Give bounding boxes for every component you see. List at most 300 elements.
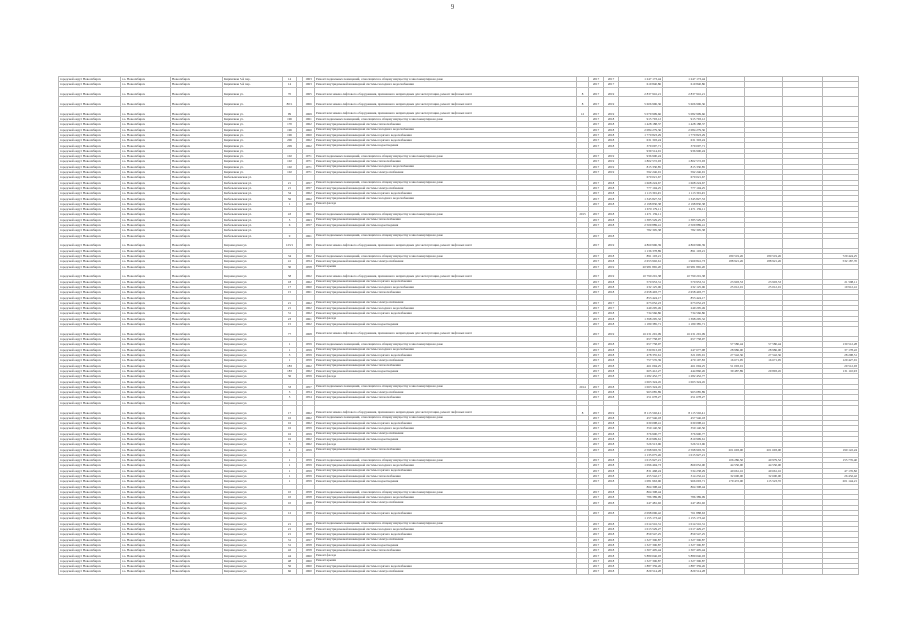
table-cell: г.о. Новосибирск: [121, 132, 171, 137]
table-cell: 864 308,44: [619, 484, 663, 489]
table-cell: Кирзаводская ул.: [223, 495, 283, 500]
table-cell: 1 135 075,26: [619, 452, 663, 457]
table-cell: 17: [283, 284, 297, 289]
table-cell: [823, 405, 859, 415]
table-cell: 478 355,61: [619, 352, 663, 357]
table-cell: 810 999,61: [663, 436, 707, 441]
table-cell: 5: [283, 217, 297, 222]
table-cell: 1 802 572,93: [619, 159, 663, 164]
table-cell: городской округ Новосибирск: [59, 532, 121, 537]
table-cell: Ремонт внутридомовой инженерной системы холодного водоснабжения: [315, 164, 577, 169]
table-cell: Кирзаводская ул.: [223, 532, 283, 537]
table-cell: Ремонт внутридомовой инженерной системы водоотведения: [315, 321, 577, 326]
table-cell: 1959: [303, 201, 315, 206]
table-cell: 1962: [303, 138, 315, 143]
table-cell: Новосибирск: [171, 421, 223, 426]
table-cell: городской округ Новосибирск: [59, 306, 121, 311]
table-cell: 2019: [604, 87, 619, 97]
table-cell: 1 770 823,29: [663, 132, 707, 137]
table-cell: [745, 327, 783, 337]
table-cell: 777 104,25: [619, 185, 663, 190]
table-cell: Новосибирск: [171, 259, 223, 264]
table-cell: Новосибирск: [171, 222, 223, 227]
table-cell: Новосибирск: [171, 180, 223, 185]
table-cell: [783, 107, 823, 117]
table-cell: Ремонт внутридомовой инженерной системы горячего водоснабжения: [315, 468, 577, 473]
table-cell: городской округ Новосибирск: [59, 77, 121, 82]
table-cell: 8: [577, 97, 589, 107]
table-cell: Кирзаводская ул.: [223, 405, 283, 415]
table-cell: 379 097,71: [663, 143, 707, 148]
table-cell: 21: [283, 521, 297, 526]
table-cell: 1 670 179,11: [619, 207, 663, 212]
table-cell: 2018: [604, 222, 619, 227]
table-cell: [577, 327, 589, 337]
table-cell: г.о. Новосибирск: [121, 384, 171, 389]
table-cell: Ремонт или замена лифтового оборудования, признанного непригодным для эксплуатации, ремонт лифтовых шахт: [315, 405, 577, 415]
table-cell: Новосибирск: [171, 468, 223, 473]
table-cell: 1960: [303, 558, 315, 563]
table-cell: г.о. Новосибирск: [121, 253, 171, 258]
table-cell: 130 512,28: [823, 342, 859, 347]
table-cell: 376 900,77: [663, 431, 707, 436]
table-cell: 1 113 391,45: [619, 191, 663, 196]
table-cell: Кирзаводская ул.: [223, 342, 283, 347]
table-cell: городской округ Новосибирск: [59, 238, 121, 248]
table-cell: 1962: [303, 269, 315, 279]
table-cell: 23 903,53: [707, 279, 745, 284]
table-cell: [745, 238, 783, 248]
table-cell: г.о. Новосибирск: [121, 107, 171, 117]
table-cell: 2017: [589, 390, 604, 395]
table-cell: Новосибирск: [171, 290, 223, 295]
table-cell: 1962: [303, 191, 315, 196]
table-cell: 470 197,83: [663, 358, 707, 363]
table-cell: г.о. Новосибирск: [121, 558, 171, 563]
table-cell: 48: [283, 558, 297, 563]
table-cell: 2017: [589, 537, 604, 542]
table-cell: 2 598 993,35: [663, 447, 707, 452]
table-cell: 1 668 224,67: [663, 180, 707, 185]
table-cell: Ремонт внутридомовой инженерной системы теплоснабжения: [315, 548, 577, 553]
table-cell: городской округ Новосибирск: [59, 228, 121, 233]
table-cell: Ремонт внутридомовой инженерной системы холодного водоснабжения: [315, 127, 577, 132]
table-cell: 2018: [604, 463, 619, 468]
table-cell: Ремонт или замена лифтового оборудования, признанного непригодным для эксплуатации, ремонт лифтовых шахт: [315, 87, 577, 97]
table-cell: 1 345 827,53: [619, 196, 663, 201]
table-cell: Ремонт внутридомовой инженерной системы холодного водоснабжения: [315, 82, 577, 87]
table-cell: 34: [283, 191, 297, 196]
table-cell: 5 079 999,66: [619, 107, 663, 117]
table-cell: 526 513,96: [619, 442, 663, 447]
table-cell: 80/1: [283, 97, 297, 107]
table-cell: 44 550,00: [745, 463, 783, 468]
table-cell: городской округ Новосибирск: [59, 374, 121, 379]
table-cell: Кирзаводская ул.: [223, 284, 283, 289]
table-cell: Кирзаводская ул.: [223, 521, 283, 526]
table-cell: 1 014 516,31: [619, 521, 663, 526]
table-cell: 27 542,36: [707, 352, 745, 357]
table-cell: г.о. Новосибирск: [121, 122, 171, 127]
table-cell: городской округ Новосибирск: [59, 180, 121, 185]
table-cell: г.о. Новосибирск: [121, 553, 171, 558]
table-cell: Новосибирск: [171, 553, 223, 558]
table-cell: городской округ Новосибирск: [59, 400, 121, 405]
table-cell: Кибальчичевская ул.: [223, 180, 283, 185]
table-cell: Новосибирск: [171, 526, 223, 531]
table-cell: 20 981 865,20: [619, 264, 663, 269]
table-row: [59, 327, 859, 337]
table-cell: 1 063 324,45: [619, 379, 663, 384]
table-cell: Ремонт фасада: [315, 201, 577, 206]
table-cell: 28 986,00: [745, 347, 783, 352]
table-cell: Кибальчичевская ул.: [223, 207, 283, 212]
table-cell: г.о. Новосибирск: [121, 542, 171, 547]
table-cell: 657 758,97: [619, 342, 663, 347]
table-cell: [707, 569, 745, 574]
table-cell: 2018: [604, 358, 619, 363]
table-cell: 936 900,24: [619, 154, 663, 159]
table-cell: 2018: [604, 436, 619, 441]
table-cell: 2018: [604, 415, 619, 420]
table-cell: г.о. Новосибирск: [121, 185, 171, 190]
table-cell: г.о. Новосибирск: [121, 321, 171, 326]
table-cell: 2 084 279,36: [663, 127, 707, 132]
table-cell: городской округ Новосибирск: [59, 154, 121, 159]
table-cell: городской округ Новосибирск: [59, 495, 121, 500]
table-cell: городской округ Новосибирск: [59, 553, 121, 558]
table-cell: 131 110,93: [823, 368, 859, 373]
table-cell: Ремонт внутридомовой инженерной системы горячего водоснабжения: [315, 191, 577, 196]
table-cell: Кирзаводская ул.: [223, 553, 283, 558]
table-cell: г.о. Новосибирск: [121, 169, 171, 174]
table-cell: 10 790 201,38: [663, 269, 707, 279]
table-cell: 2017: [589, 553, 604, 558]
table-cell: 40 979,52: [745, 458, 783, 463]
table-cell: 102: [283, 169, 297, 174]
table-cell: Кирзаводская ул.: [223, 390, 283, 395]
table-cell: 2019: [604, 169, 619, 174]
table-cell: 1962: [303, 300, 315, 305]
table-cell: Ремонт внутридомовой инженерной системы теплоснабжения: [315, 217, 577, 222]
table-cell: 2017: [589, 279, 604, 284]
table-cell: 180 519,26: [707, 253, 745, 258]
table-cell: [783, 97, 823, 107]
table-cell: 30: [283, 264, 297, 269]
table-cell: 9: [283, 233, 297, 238]
table-cell: 1: [283, 342, 297, 347]
table-cell: Кибальчичевская ул.: [223, 228, 283, 233]
table-cell: г.о. Новосибирск: [121, 164, 171, 169]
table-cell: [783, 405, 823, 415]
table-row: [59, 569, 859, 574]
table-cell: 2 509 889,41: [619, 222, 663, 227]
table-cell: Ремонт подвальных помещений, относящихся к общему имуществу в многоквартирном доме: [315, 212, 577, 217]
table-cell: 4 860 996,39: [619, 238, 663, 248]
table-cell: 2018: [604, 122, 619, 127]
table-cell: 2018: [604, 426, 619, 431]
table-cell: г.о. Новосибирск: [121, 269, 171, 279]
repair-program-table: [58, 76, 858, 575]
table-cell: г.о. Новосибирск: [121, 526, 171, 531]
table-cell: городской округ Новосибирск: [59, 447, 121, 452]
table-cell: городской округ Новосибирск: [59, 284, 121, 289]
table-cell: 2017: [589, 253, 604, 258]
table-cell: 1959: [303, 447, 315, 452]
table-cell: 631 303,24: [619, 138, 663, 143]
table-cell: городской округ Новосибирск: [59, 107, 121, 117]
table-cell: 44 550,00: [707, 463, 745, 468]
table-cell: [707, 87, 745, 97]
table-cell: г.о. Новосибирск: [121, 290, 171, 295]
table-cell: 1 327 306,87: [663, 542, 707, 547]
table-cell: 761 888,63: [663, 511, 707, 516]
table-cell: 2019: [604, 159, 619, 164]
table-cell: Кирпичная 5-й пер.: [223, 77, 283, 82]
table-cell: 115 523,70: [745, 479, 783, 484]
table-cell: Ремонт внутридомовой инженерной системы горячего водоснабжения: [315, 352, 577, 357]
table-cell: Новосибирск: [171, 379, 223, 384]
table-cell: Кирзаводская ул.: [223, 473, 283, 478]
table-cell: городской округ Новосибирск: [59, 132, 121, 137]
table-cell: 2017: [589, 327, 604, 337]
table-cell: 1959: [303, 468, 315, 473]
table-cell: Ремонт подвальных помещений, относящихся к общему имуществу в многоквартирном доме: [315, 253, 577, 258]
table-cell: 2 598 993,35: [619, 447, 663, 452]
table-cell: 2018: [604, 259, 619, 264]
table-cell: 2017: [589, 479, 604, 484]
table-cell: Кирзаводская ул.: [223, 500, 283, 505]
table-cell: г.о. Новосибирск: [121, 212, 171, 217]
table-cell: 2017: [589, 542, 604, 547]
table-cell: 630 098,41: [663, 421, 707, 426]
table-cell: 1 428 188,37: [619, 122, 663, 127]
table-cell: городской округ Новосибирск: [59, 290, 121, 295]
table-cell: городской округ Новосибирск: [59, 500, 121, 505]
table-cell: 2018: [604, 196, 619, 201]
table-cell: 3: [283, 390, 297, 395]
table-cell: Новосибирск: [171, 164, 223, 169]
table-cell: г.о. Новосибирск: [121, 138, 171, 143]
table-cell: Ремонт подвальных помещений, относящихся к общему имуществу в многоквартирном доме: [315, 180, 577, 185]
table-cell: городской округ Новосибирск: [59, 143, 121, 148]
table-cell: Новосибирск: [171, 548, 223, 553]
table-cell: городской округ Новосибирск: [59, 138, 121, 143]
table-cell: 196: [283, 132, 297, 137]
table-cell: 1960: [303, 132, 315, 137]
table-cell: 2017: [589, 201, 604, 206]
table-cell: 10: [283, 489, 297, 494]
table-cell: Кирзаводская ул.: [223, 248, 283, 253]
table-cell: 1959: [303, 374, 315, 379]
table-cell: 2018: [604, 352, 619, 357]
table-cell: 2017: [589, 143, 604, 148]
table-cell: 1 247 173,44: [663, 77, 707, 82]
table-cell: городской округ Новосибирск: [59, 564, 121, 569]
table-cell: 2018: [604, 473, 619, 478]
table-cell: Ремонт внутридомовой инженерной системы горячего водоснабжения: [315, 511, 577, 516]
table-cell: Новосибирск: [171, 217, 223, 222]
table-cell: 21: [283, 532, 297, 537]
table-cell: 123/1: [283, 238, 297, 248]
table-cell: Новосибирск: [171, 253, 223, 258]
table-cell: Кирпичная ул.: [223, 154, 283, 159]
table-cell: Ремонт подвальных помещений, относящихся к общему имуществу в многоквартирном доме: [315, 384, 577, 389]
table-cell: Ремонт внутридомовой инженерной системы водоотведения: [315, 479, 577, 484]
table-cell: Новосибирск: [171, 148, 223, 153]
table-cell: городской округ Новосибирск: [59, 489, 121, 494]
table-cell: 180 519,26: [745, 253, 783, 258]
table-cell: [707, 269, 745, 279]
table-cell: 16: [283, 421, 297, 426]
table-cell: г.о. Новосибирск: [121, 436, 171, 441]
table-cell: г.о. Новосибирск: [121, 374, 171, 379]
table-cell: городской округ Новосибирск: [59, 295, 121, 300]
table-cell: Новосибирск: [171, 306, 223, 311]
table-cell: 1962: [303, 196, 315, 201]
table-cell: 532 187,70: [823, 259, 859, 264]
table-cell: 2019: [604, 164, 619, 169]
table-cell: городской округ Новосибирск: [59, 342, 121, 347]
table-cell: 57 580,44: [707, 342, 745, 347]
table-cell: 2018: [604, 342, 619, 347]
table-cell: 21: [283, 300, 297, 305]
table-cell: 2017: [589, 127, 604, 132]
table-cell: Новосибирск: [171, 532, 223, 537]
table-cell: 1969: [303, 107, 315, 117]
table-row: [59, 405, 859, 415]
table-cell: 2017: [589, 217, 604, 222]
table-cell: 2018: [604, 390, 619, 395]
table-cell: 1 327 306,87: [663, 558, 707, 563]
table-cell: Кирзаводская ул.: [223, 290, 283, 295]
table-cell: городской округ Новосибирск: [59, 159, 121, 164]
table-cell: 1963: [303, 217, 315, 222]
table-cell: [577, 269, 589, 279]
table-cell: 2017: [589, 116, 604, 121]
table-cell: Новосибирск: [171, 415, 223, 420]
table-cell: Ремонт фасада: [315, 442, 577, 447]
table-cell: Ремонт фасада: [315, 374, 577, 379]
table-cell: 1963: [303, 82, 315, 87]
table-cell: 2018: [604, 532, 619, 537]
table-cell: Новосибирск: [171, 442, 223, 447]
table-cell: Новосибирск: [171, 107, 223, 117]
table-cell: Кирзаводская ул.: [223, 489, 283, 494]
table-cell: 1 385 529,25: [663, 217, 707, 222]
table-cell: 77: [283, 327, 297, 337]
table-cell: 51 093,01: [707, 363, 745, 368]
table-cell: Кирзаводская ул.: [223, 426, 283, 431]
table-cell: 2017: [589, 569, 604, 574]
table-cell: городской округ Новосибирск: [59, 347, 121, 352]
table-cell: г.о. Новосибирск: [121, 87, 171, 97]
table-cell: 2018: [604, 511, 619, 516]
table-cell: 2 658 493,77: [663, 290, 707, 295]
table-cell: Ремонт внутридомовой инженерной системы холодного водоснабжения: [315, 284, 577, 289]
table-cell: 1962: [303, 442, 315, 447]
table-cell: 526 513,96: [663, 442, 707, 447]
table-cell: 1957: [303, 384, 315, 389]
table-cell: г.о. Новосибирск: [121, 405, 171, 415]
table-cell: 2018: [604, 217, 619, 222]
table-cell: 2018: [604, 191, 619, 196]
table-cell: 444 860,26: [663, 368, 707, 373]
table-cell: 2017: [589, 290, 604, 295]
table-cell: Кибальчичевская ул.: [223, 233, 283, 238]
table-cell: Новосибирск: [171, 564, 223, 569]
table-cell: 10 790 201,38: [619, 269, 663, 279]
table-cell: городской округ Новосибирск: [59, 426, 121, 431]
table-cell: Кирпичная ул.: [223, 138, 283, 143]
table-cell: 32 600,00: [707, 473, 745, 478]
table-cell: 21 598,11: [823, 279, 859, 284]
table-cell: г.о. Новосибирск: [121, 342, 171, 347]
table-cell: 16: [283, 436, 297, 441]
table-cell: г.о. Новосибирск: [121, 358, 171, 363]
table-cell: 2014: [577, 384, 589, 389]
table-cell: 28 298,51: [823, 352, 859, 357]
table-cell: Новосибирск: [171, 452, 223, 457]
table-cell: 2018: [604, 564, 619, 569]
table-cell: 47 176,82: [823, 468, 859, 473]
table-cell: г.о. Новосибирск: [121, 363, 171, 368]
table-cell: 2018: [604, 233, 619, 238]
table-cell: 1 113 391,45: [663, 191, 707, 196]
table-cell: 14: [283, 77, 297, 82]
table-cell: Ремонт внутридомовой инженерной системы электроснабжения: [315, 390, 577, 395]
table-cell: 10: [283, 495, 297, 500]
table-cell: 570 953,31: [619, 279, 663, 284]
table-cell: 29 893,45: [745, 368, 783, 373]
table-cell: 179 472,00: [707, 479, 745, 484]
table-cell: г.о. Новосибирск: [121, 154, 171, 159]
table-cell: городской округ Новосибирск: [59, 191, 121, 196]
table-cell: 2018: [604, 363, 619, 368]
table-cell: 2017: [589, 300, 604, 305]
table-cell: 2018: [604, 489, 619, 494]
table-cell: городской округ Новосибирск: [59, 217, 121, 222]
table-cell: 2018: [604, 180, 619, 185]
table-cell: 16 231 291,09: [663, 327, 707, 337]
table-cell: 963 085,89: [619, 390, 663, 395]
table-cell: 1958: [303, 489, 315, 494]
table-cell: городской округ Новосибирск: [59, 321, 121, 326]
table-cell: 869 052,00: [663, 463, 707, 468]
table-cell: городской округ Новосибирск: [59, 511, 121, 516]
table-cell: городской округ Новосибирск: [59, 421, 121, 426]
table-cell: городской округ Новосибирск: [59, 207, 121, 212]
table-cell: 2018: [604, 569, 619, 574]
table-cell: 1966: [303, 97, 315, 107]
table-cell: 44: [283, 553, 297, 558]
table-cell: 1959: [303, 431, 315, 436]
table-cell: Новосибирск: [171, 521, 223, 526]
table-cell: 5: [283, 395, 297, 400]
table-cell: 99: [283, 107, 297, 117]
table-cell: 102: [283, 164, 297, 169]
table-cell: Кирпичная ул.: [223, 132, 283, 137]
table-cell: Новосибирск: [171, 264, 223, 269]
table-cell: 786 389,99: [619, 495, 663, 500]
table-cell: городской округ Новосибирск: [59, 516, 121, 521]
table-cell: 3: [283, 352, 297, 357]
table-cell: 2017: [589, 316, 604, 321]
table-cell: 106 286,50: [707, 458, 745, 463]
table-cell: 1960: [303, 553, 315, 558]
table-cell: 2017: [589, 164, 604, 169]
table-cell: Кирзаводская ул.: [223, 259, 283, 264]
